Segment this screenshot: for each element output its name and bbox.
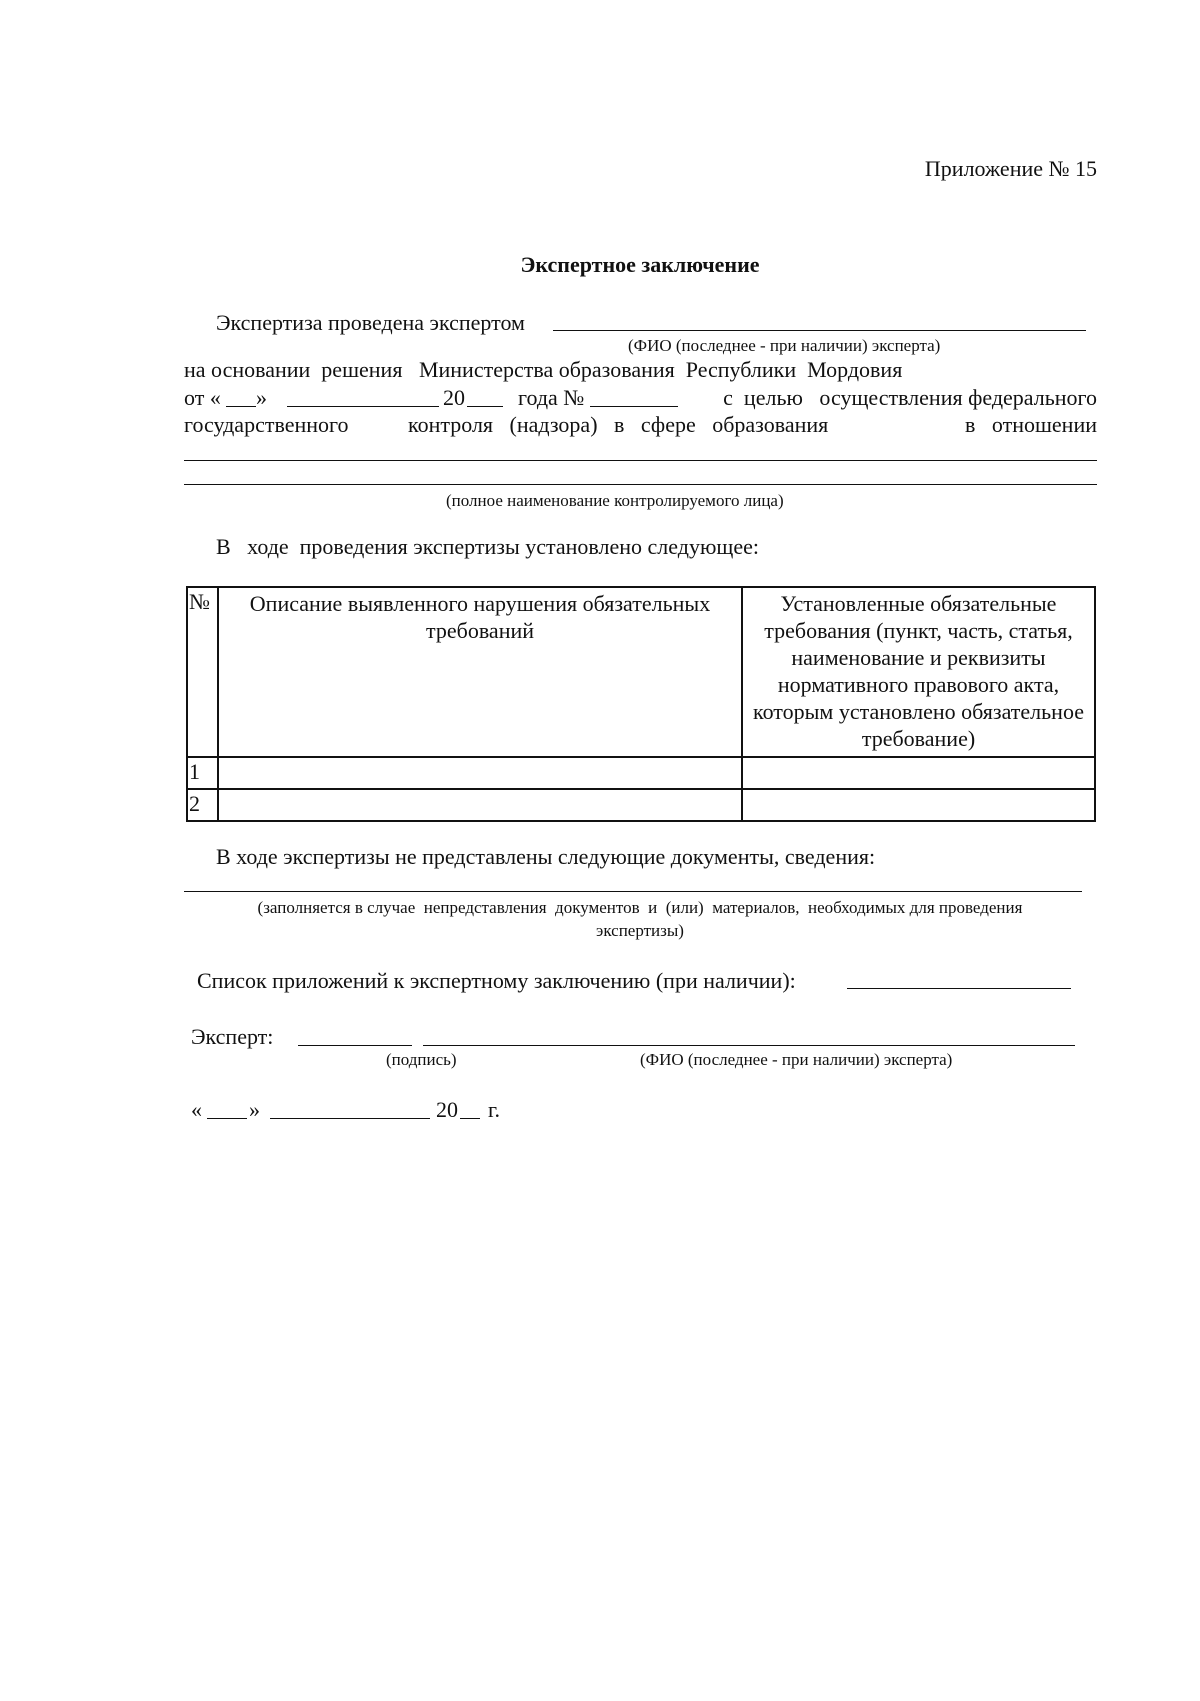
state-label: государственного <box>184 412 349 437</box>
year-prefix: 20 <box>443 385 465 410</box>
date-year-suffix: г. <box>488 1097 501 1122</box>
table-header-row <box>187 587 1095 757</box>
expert-name-sign-hint: (ФИО (последнее - при наличии) эксперта) <box>640 1050 953 1069</box>
month-blank[interactable] <box>287 406 439 407</box>
table-row <box>187 789 1095 821</box>
attachments-blank[interactable] <box>847 988 1071 989</box>
row-requirement-cell[interactable] <box>742 757 1095 789</box>
header-requirements: Установленные обязательные требования (пункт, часть, статья, наименование и реквизиты нормативного правового акта, которым установлено обязательное требование) <box>742 587 1095 757</box>
table-row <box>187 757 1095 789</box>
control-text: контроля (надзора) в сфере образования <box>408 412 829 437</box>
from-label: от « <box>184 385 221 410</box>
decision-number-label: года № <box>518 385 585 410</box>
expert-sign-label: Эксперт: <box>191 1024 274 1049</box>
header-description: Описание выявленного нарушения обязательных требований <box>218 587 742 757</box>
expert-name-hint: (ФИО (последнее - при наличии) эксперта) <box>628 336 941 355</box>
date-month-blank[interactable] <box>270 1118 430 1119</box>
findings-intro: В ходе проведения экспертизы установлено следующее: <box>216 534 759 559</box>
missing-docs-label: В ходе экспертизы не представлены следующие документы, сведения: <box>216 844 876 869</box>
row-number: 2 <box>187 789 218 821</box>
entity-name-blank-2[interactable] <box>184 484 1097 485</box>
close-quote: » <box>256 385 267 410</box>
missing-docs-hint-1: (заполняется в случае непредставления документов и (или) материалов, необходимых для проведения <box>257 898 1023 917</box>
row-number: 1 <box>187 757 218 789</box>
document-title: Экспертное заключение <box>520 252 760 277</box>
entity-name-hint: (полное наименование контролируемого лица) <box>446 491 784 510</box>
regarding-text: в отношении <box>964 412 1097 437</box>
date-year-blank[interactable] <box>460 1118 480 1119</box>
date-day-blank[interactable] <box>207 1118 247 1119</box>
entity-name-blank-1[interactable] <box>184 460 1097 461</box>
header-number: № <box>187 587 218 757</box>
date-open-quote: « <box>191 1097 202 1122</box>
signature-hint: (подпись) <box>386 1050 457 1069</box>
missing-docs-hint-2: экспертизы) <box>596 921 684 940</box>
basis-line: на основании решения Министерства образования Республики Мордовия <box>184 357 903 382</box>
day-blank[interactable] <box>226 406 256 407</box>
date-year-prefix: 20 <box>436 1097 458 1122</box>
row-description-cell[interactable] <box>218 757 742 789</box>
signature-blank[interactable] <box>298 1045 412 1046</box>
expert-name-sign-blank[interactable] <box>423 1045 1075 1046</box>
row-requirement-cell[interactable] <box>742 789 1095 821</box>
row-description-cell[interactable] <box>218 789 742 821</box>
attachments-label: Список приложений к экспертному заключению (при наличии): <box>197 968 796 993</box>
decision-number-blank[interactable] <box>590 406 678 407</box>
expert-name-blank[interactable] <box>553 330 1086 331</box>
year-blank[interactable] <box>467 406 503 407</box>
expert-line-label: Экспертиза проведена экспертом <box>216 310 525 335</box>
date-close-quote: » <box>249 1097 260 1122</box>
appendix-number: Приложение № 15 <box>924 156 1097 181</box>
purpose-text: с целью осуществления федерального <box>723 385 1097 410</box>
violations-table <box>186 586 1096 822</box>
missing-docs-blank[interactable] <box>184 891 1082 892</box>
